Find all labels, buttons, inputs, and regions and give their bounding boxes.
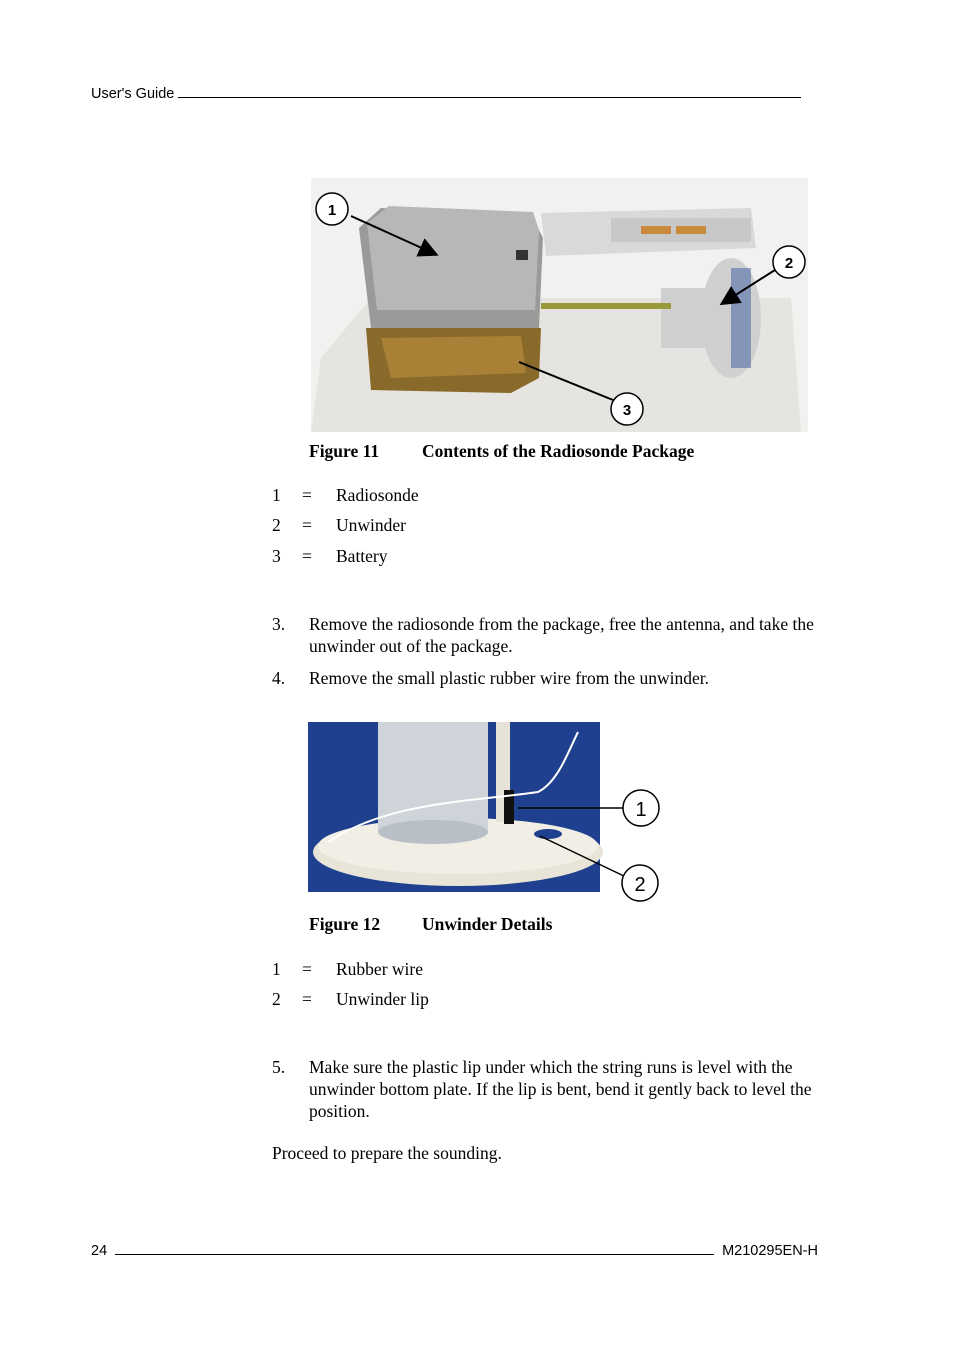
unwinder-details-photo	[308, 722, 664, 906]
figure11-number: Figure 11	[309, 441, 380, 461]
step-number: 3.	[272, 614, 286, 634]
legend-equals: =	[302, 546, 312, 566]
legend11-row	[272, 546, 388, 567]
legend-number: 1	[272, 485, 281, 505]
legend-number: 2	[272, 515, 281, 535]
document-code: M210295EN-H	[722, 1243, 818, 1259]
step-number: 5.	[272, 1057, 286, 1077]
legend-equals: =	[302, 989, 312, 1009]
legend-number: 1	[272, 959, 281, 979]
legend-equals: =	[302, 959, 312, 979]
legend-label: Unwinder lip	[336, 989, 429, 1009]
figure12-caption	[309, 914, 552, 935]
fig12-callout-1: 1	[635, 799, 647, 821]
fig11-callout-3: 3	[622, 402, 632, 419]
legend11-row	[272, 485, 419, 506]
legend-number: 2	[272, 989, 281, 1009]
legend12-row	[272, 989, 429, 1010]
figure11-caption	[309, 441, 694, 462]
step-text: Remove the small plastic rubber wire from the unwinder.	[309, 668, 709, 688]
page-number: 24	[91, 1243, 108, 1259]
radiosonde-package-photo	[311, 178, 808, 432]
legend12-row	[272, 959, 423, 980]
closing-paragraph: Proceed to prepare the sounding.	[272, 1143, 502, 1163]
footer-rule	[115, 1254, 714, 1255]
legend-number: 3	[272, 546, 281, 566]
legend-equals: =	[302, 485, 312, 505]
step-text: Remove the radiosonde from the package, free the antenna, and take the unwinder out of the package.	[309, 614, 814, 656]
step-number: 4.	[272, 668, 286, 688]
step-text: Make sure the plastic lip under which the string runs is level with the unwinder bottom plate. If the lip is bent, bend it gently back to level the position.	[309, 1057, 812, 1121]
figure11-title: Contents of the Radiosonde Package	[422, 441, 695, 461]
legend-equals: =	[302, 515, 312, 535]
fig11-callout-2: 2	[784, 255, 794, 272]
header-rule	[178, 96, 801, 98]
legend11-row	[272, 515, 406, 536]
legend-label: Unwinder	[336, 515, 406, 535]
fig12-callout-2: 2	[634, 874, 646, 896]
figure12-title: Unwinder Details	[422, 914, 553, 934]
page-footer	[91, 1243, 818, 1259]
legend-label: Battery	[336, 546, 388, 566]
fig11-callout-1: 1	[327, 202, 337, 219]
header-title: User's Guide	[91, 86, 175, 102]
legend-label: Radiosonde	[336, 485, 419, 505]
page-header	[91, 86, 811, 102]
legend-label: Rubber wire	[336, 959, 423, 979]
figure12-number: Figure 12	[309, 914, 381, 934]
